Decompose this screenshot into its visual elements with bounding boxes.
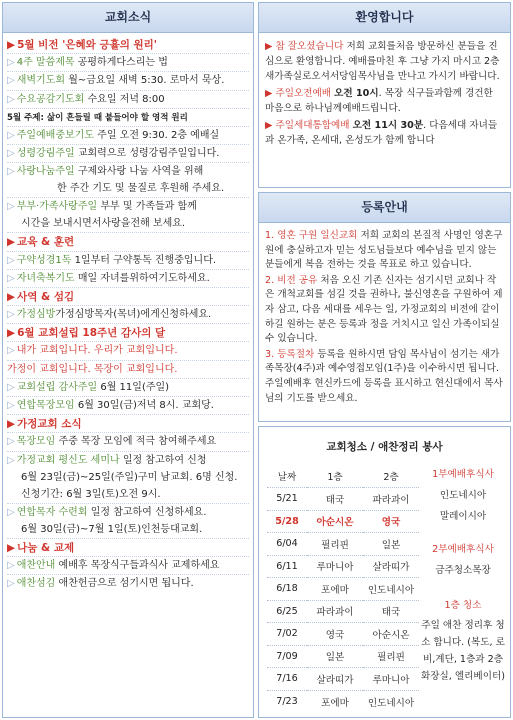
cleaning-panel bbox=[258, 426, 511, 718]
category-mission bbox=[7, 288, 249, 306]
bullet-icon: ▷ bbox=[7, 381, 15, 393]
floor1-cell: 포에마 bbox=[307, 690, 363, 713]
paragraph-text: 처음 오신 기존 신자는 섬기시던 교회나 작은 개척교회를 섬길 것을 권하나, 불신영혼을 구원하여 제자 삼고, 다음 세대를 세우는 일, 가정교회의 비전에 같이 하길 원하는 분은 등록과 정을 거치시고 일신 가족이되실 수 있습니다. bbox=[265, 274, 503, 345]
line-heading: 애찬안내 bbox=[16, 559, 56, 571]
line-text: 6월 11일(주일) bbox=[100, 381, 170, 393]
floor2-cell: 태국 bbox=[363, 600, 419, 623]
news-line bbox=[7, 54, 249, 72]
news-line bbox=[7, 397, 249, 415]
duty-team: 인도네시아 bbox=[439, 490, 487, 501]
bullet-icon: ▷ bbox=[7, 309, 15, 321]
floor1-cell: 파라과이 bbox=[307, 600, 363, 623]
triangle-bullet-icon: ▶ bbox=[265, 88, 276, 99]
news-line bbox=[7, 145, 249, 163]
paragraph-text: 등록을 원하시면 담임 목사님이 섬기는 새가족목장(4주)과 예수영접모임(1주)을 이수하시면 됩니다. 주일예배후 현신카드에 등록을 표시하고 현신대에서 목사님의 기도를 받으세요. bbox=[265, 348, 503, 404]
news-line bbox=[7, 433, 249, 451]
triangle-bullet-icon: ▶ bbox=[7, 290, 16, 303]
line-text: 일정 참고하여 신청하세요. bbox=[90, 506, 207, 518]
table-row bbox=[267, 645, 419, 668]
bullet-icon: ▷ bbox=[7, 148, 15, 160]
triangle-bullet-icon: ▶ bbox=[7, 541, 16, 554]
line-text: 공평하게다스리는 법 bbox=[77, 57, 168, 69]
line-text: 예배후 목장식구들과식사 교제하세요 bbox=[58, 559, 220, 571]
floor1-cleaning bbox=[421, 598, 505, 685]
line-text: 애찬헌금으로 섬기시면 됩니다. bbox=[58, 577, 194, 589]
paragraph-heading: 1. 영혼 구원 일신교회 bbox=[265, 230, 358, 241]
category-label: 나눔 & 교제 bbox=[17, 541, 75, 554]
floor2-cell: 아순시온 bbox=[363, 623, 419, 646]
news-line bbox=[7, 342, 249, 360]
table-row bbox=[267, 600, 419, 623]
triangle-bullet-icon: ▶ bbox=[7, 418, 16, 431]
triangle-bullet-icon: ▶ bbox=[265, 120, 276, 131]
table-row bbox=[267, 690, 419, 713]
line-text: 주중 목장 모임에 적극 참여해주세요 bbox=[58, 436, 217, 448]
duty-team: 금주청소목장 bbox=[435, 565, 491, 576]
category-label: 6월 교회설립 18주년 감사의 달 bbox=[17, 327, 166, 340]
floor2-cell: 영국 bbox=[363, 510, 419, 533]
floor2-cell: 인도네시아 bbox=[363, 690, 419, 713]
floor1-cell: 포에마 bbox=[307, 578, 363, 601]
line-heading: 수요공감기도회 bbox=[16, 93, 85, 105]
registration-paragraph bbox=[265, 229, 504, 273]
category-house-church bbox=[7, 415, 249, 433]
line-heading: 연합목자 수련회 bbox=[16, 506, 88, 518]
welcome-paragraph bbox=[265, 86, 504, 116]
service-time: 오전 10시 bbox=[334, 88, 379, 99]
line-text: 수요일 저녁 8:00 bbox=[87, 93, 165, 105]
line-text: 주일 오전 9:30. 2층 예배실 bbox=[97, 129, 220, 141]
anniversary-heading bbox=[7, 324, 249, 342]
category-education bbox=[7, 233, 249, 251]
floor1-cell: 아순시온 bbox=[307, 510, 363, 533]
bullet-icon: ▷ bbox=[7, 254, 15, 266]
line-heading: 가정심방 bbox=[16, 309, 56, 321]
paragraph-heading: 주일세대통합예배 bbox=[275, 120, 350, 131]
line-heading: 부부·가족사랑주일 bbox=[16, 201, 98, 213]
line-heading: 4주 말씀제목 bbox=[16, 57, 75, 69]
bullet-icon: ▷ bbox=[7, 201, 15, 213]
cleaning-schedule-table bbox=[267, 465, 419, 713]
duty-team: 말레이시아 bbox=[439, 511, 487, 522]
news-line bbox=[7, 306, 249, 324]
registration-panel bbox=[258, 192, 511, 422]
line-heading: 연합목장모임 bbox=[16, 400, 75, 411]
table-row bbox=[267, 668, 419, 691]
news-line bbox=[7, 109, 249, 127]
line-continuation: 신청기간: 6월 3일(토)오전 9시. bbox=[21, 488, 161, 500]
line-text: 월~금요일 새벽 5:30. 로마서 묵상. bbox=[68, 75, 225, 87]
floor2-cell: 일본 bbox=[363, 533, 419, 556]
date-cell: 6/11 bbox=[267, 555, 307, 578]
duty-title: 1층 청소 bbox=[444, 600, 482, 611]
bullet-icon: ▷ bbox=[7, 272, 15, 284]
date-cell: 6/18 bbox=[267, 578, 307, 601]
date-cell: 7/09 bbox=[267, 645, 307, 668]
category-label: 교육 & 훈련 bbox=[17, 236, 75, 249]
date-cell: 5/28 bbox=[267, 510, 307, 533]
line-text: 내가 교회입니다. 우리가 교회입니다. bbox=[16, 345, 178, 357]
line-continuation: 시간을 보내시면서사랑을전해 보세요. bbox=[21, 218, 186, 230]
line-continuation: 한 주간 기도 및 물질로 후원해 주세요. bbox=[57, 183, 225, 195]
cleaning-title: 교회청소 / 애찬정리 봉사 bbox=[326, 441, 443, 453]
bullet-icon: ▷ bbox=[7, 436, 15, 448]
line-text: 매일 자녀를위하여기도하세요. bbox=[77, 272, 210, 284]
line-heading: 성령강림주일 bbox=[16, 148, 75, 160]
column-header-date: 날짜 bbox=[277, 472, 297, 483]
line-heading: 새벽기도회 bbox=[16, 75, 66, 87]
floor2-cell: 루마니아 bbox=[363, 668, 419, 691]
duty-title: 2부예배후식사 bbox=[432, 544, 494, 555]
paragraph-heading: 2. 비전 공유 bbox=[265, 274, 318, 286]
bullet-icon: ▷ bbox=[7, 129, 15, 141]
triangle-bullet-icon: ▶ bbox=[7, 39, 16, 51]
line-text: 가정심방목자(목녀)에게신청하세요. bbox=[55, 309, 212, 321]
paragraph-text: 저희 교회를처음 방문하신 분들을 진심으로 환영합니다. 예배를마친 후 그냥 가지 마시고 2층 새가족실로오셔서당임목사님을 만나고 가시기 바랍니다. bbox=[265, 41, 500, 82]
paragraph-text: . 다음세대 자녀들과 온가족, 온세대, 온성도가 함께 합니다 bbox=[265, 120, 498, 146]
news-line bbox=[7, 504, 249, 539]
line-text: 가정이 교회입니다. 목장이 교회입니다. bbox=[7, 363, 178, 375]
duty-title: 1부예배후식사 bbox=[432, 469, 494, 480]
line-heading: 교회설립 감사주일 bbox=[16, 381, 98, 393]
date-cell: 7/23 bbox=[267, 690, 307, 713]
line-text: 구제와사랑 나눔 사역을 위해 bbox=[77, 166, 204, 178]
bullet-icon: ▷ bbox=[7, 577, 15, 589]
table-row bbox=[267, 578, 419, 601]
welcome-title: 환영합니다 bbox=[259, 3, 510, 33]
news-line bbox=[7, 252, 249, 270]
triangle-bullet-icon: ▶ bbox=[265, 41, 276, 52]
news-vision bbox=[7, 36, 249, 54]
table-row bbox=[267, 533, 419, 556]
news-line bbox=[7, 361, 249, 379]
category-label: 사역 & 섬김 bbox=[17, 290, 75, 303]
meal-duty-second bbox=[421, 542, 505, 578]
news-line bbox=[7, 557, 249, 575]
news-line bbox=[7, 379, 249, 397]
floor1-cell: 살라띠가 bbox=[307, 668, 363, 691]
registration-title: 등록안내 bbox=[259, 193, 510, 223]
right-column bbox=[258, 2, 511, 718]
bullet-icon: ▷ bbox=[7, 559, 15, 571]
triangle-bullet-icon: ▶ bbox=[7, 327, 16, 340]
line-continuation: 6월 23일(금)~25일(주일)구미 남교회. 6명 신청. bbox=[21, 471, 238, 483]
news-line bbox=[7, 452, 249, 504]
table-header-row bbox=[267, 465, 419, 488]
line-text: 교회력으로 성령강림주일입니다. bbox=[77, 148, 220, 160]
table-row bbox=[267, 623, 419, 646]
line-text: 1일부터 구약통독 진행중입니다. bbox=[74, 254, 217, 266]
triangle-bullet-icon: ▶ bbox=[7, 236, 16, 249]
paragraph-heading: 3. 등록절차 bbox=[265, 348, 315, 360]
table-row bbox=[267, 555, 419, 578]
paragraph-heading: 참 잘오셨습니다 bbox=[275, 41, 344, 52]
registration-paragraph bbox=[265, 274, 504, 347]
floor2-cell: 인도네시아 bbox=[363, 578, 419, 601]
welcome-paragraph bbox=[265, 39, 504, 84]
line-continuation: 6월 30일(금)~7월 1일(토)인천등대교회. bbox=[21, 523, 203, 535]
bullet-icon: ▷ bbox=[7, 57, 15, 69]
floor1-cell: 태국 bbox=[307, 488, 363, 511]
bullet-icon: ▷ bbox=[7, 75, 15, 87]
meal-duty-sidebar bbox=[421, 467, 505, 699]
floor1-cell: 필리핀 bbox=[307, 533, 363, 556]
line-text: 부부 및 가족들과 함께 bbox=[100, 201, 197, 213]
floor2-cell: 필리핀 bbox=[363, 645, 419, 668]
news-line bbox=[7, 163, 249, 198]
bullet-icon: ▷ bbox=[7, 506, 15, 518]
bullet-icon: ▷ bbox=[7, 400, 15, 411]
column-header-floor2: 2층 bbox=[383, 472, 399, 483]
floor1-cell: 일본 bbox=[307, 645, 363, 668]
line-heading: 애찬섬김 bbox=[16, 577, 56, 589]
date-cell: 7/02 bbox=[267, 623, 307, 646]
line-heading: 주일예배중보기도 bbox=[16, 129, 94, 141]
table-row bbox=[267, 510, 419, 533]
registration-paragraph bbox=[265, 348, 504, 406]
news-line bbox=[7, 198, 249, 233]
floor2-cell: 살라띠가 bbox=[363, 555, 419, 578]
welcome-panel bbox=[258, 2, 511, 188]
category-label: 가정교회 소식 bbox=[17, 418, 82, 431]
line-heading: 사랑나눔주일 bbox=[16, 166, 75, 178]
bullet-icon: ▷ bbox=[7, 345, 15, 357]
column-header-floor1: 1층 bbox=[327, 472, 343, 483]
paragraph-heading: 주일오전예배 bbox=[275, 88, 332, 99]
paragraph-text: . 목장 식구들과함께 경건한 마음으로 하나님께예배드립니다. bbox=[265, 88, 493, 114]
date-cell: 7/16 bbox=[267, 668, 307, 691]
duty-description: 주일 애찬 정리후 청소 합니다. (복도, 로비,계단, 1층과 2층 화장실, 엘리베이터) bbox=[421, 620, 505, 682]
news-line bbox=[7, 575, 249, 593]
service-time: 오전 11시 30분 bbox=[352, 120, 424, 131]
bullet-icon: ▷ bbox=[7, 93, 15, 105]
date-cell: 5/21 bbox=[267, 488, 307, 511]
line-heading: 가정교회 평신도 세미나 bbox=[16, 454, 120, 466]
date-cell: 6/25 bbox=[267, 600, 307, 623]
meal-duty-first bbox=[421, 467, 505, 524]
floor1-cell: 루마니아 bbox=[307, 555, 363, 578]
line-text: 5월 주제: 삶이 흔들릴 때 붙들어야 할 영적 원리 bbox=[7, 112, 188, 123]
line-text: 6월 30일(금)저녁 8시. 교회당. bbox=[77, 400, 214, 411]
line-heading: 구약성경1독 bbox=[16, 254, 72, 266]
paragraph-text: 저희 교회의 본질적 사명인 영혼구원에 충실하고자 믿는 성도님들보다 예수님을 믿지 않는 분들에게 복음 전하는 것을 목표로 하고 있습니다. bbox=[265, 230, 503, 271]
line-heading: 목장모임 bbox=[16, 436, 56, 448]
news-line bbox=[7, 270, 249, 288]
category-sharing bbox=[7, 539, 249, 557]
line-text: 일정 참고하여 신청 bbox=[122, 454, 207, 466]
vision-text: 5월 비전 '은혜와 긍휼의 원리' bbox=[17, 39, 158, 51]
line-heading: 자녀축복기도 bbox=[16, 272, 75, 284]
table-row bbox=[267, 488, 419, 511]
church-news-panel bbox=[2, 2, 254, 718]
floor1-cell: 영국 bbox=[307, 623, 363, 646]
news-line bbox=[7, 91, 249, 109]
welcome-paragraph bbox=[265, 118, 504, 148]
news-line bbox=[7, 127, 249, 145]
date-cell: 6/04 bbox=[267, 533, 307, 556]
bullet-icon: ▷ bbox=[7, 454, 15, 466]
church-news-title: 교회소식 bbox=[3, 3, 253, 33]
news-line bbox=[7, 72, 249, 90]
bullet-icon: ▷ bbox=[7, 166, 15, 178]
floor2-cell: 파라과이 bbox=[363, 488, 419, 511]
